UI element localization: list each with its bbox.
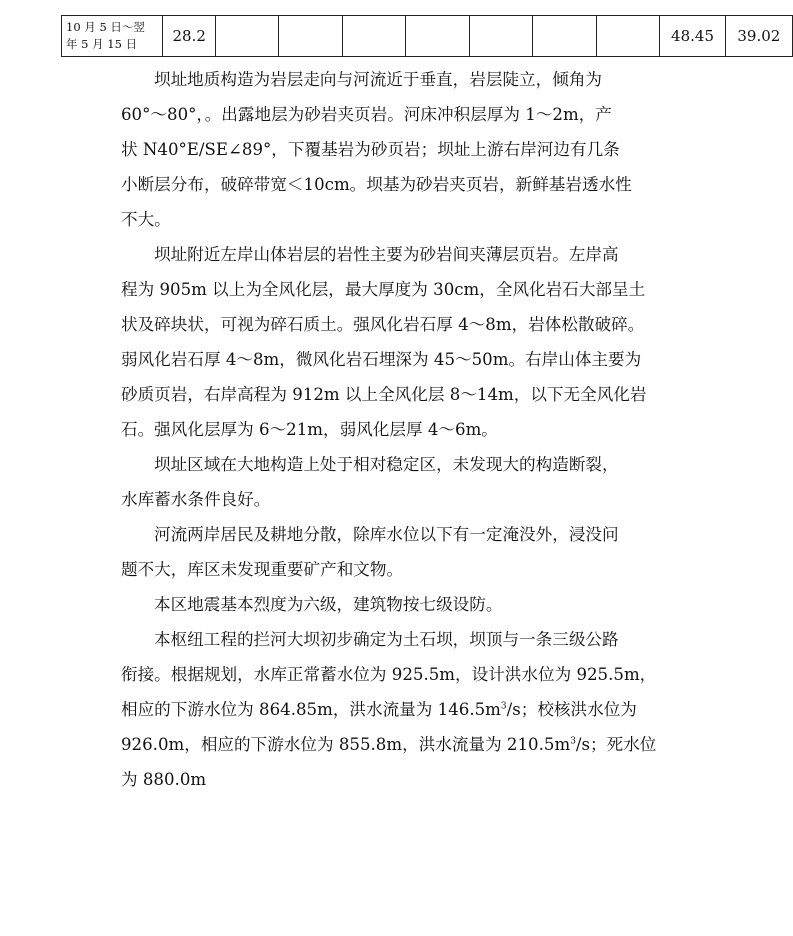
period-line-2: 年 5 月 15 日: [66, 37, 138, 51]
text-line: 弱风化岩石厚 4～8m，微风化岩石埋深为 45～50m。右岸山体主要为: [121, 350, 642, 369]
table-cell: [597, 16, 660, 57]
table-cell: [278, 16, 342, 57]
text-line: 本枢纽工程的拦河大坝初步确定为土石坝，坝顶与一条三级公路: [154, 630, 619, 649]
text-line: 为 880.0m: [121, 770, 207, 789]
text-line: 衔接。根据规划，水库正常蓄水位为 925.5m，设计洪水位为 925.5m，: [121, 665, 657, 684]
period-cell: [62, 16, 163, 57]
text-line: 程为 905m 以上为全风化层，最大厚度为 30cm，全风化岩石大部呈土: [121, 280, 646, 299]
table-cell: 39.02: [725, 16, 792, 57]
data-table: [61, 15, 793, 57]
table-cell: 48.45: [660, 16, 725, 57]
text-line: 小断层分布，破碎带宽＜10cm。坝基为砂岩夹页岩，新鲜基岩透水性: [121, 175, 632, 194]
table-cell: [406, 16, 470, 57]
text-line: 石。强风化层厚为 6～21m，弱风化层厚 4～6m。: [121, 420, 498, 439]
superscript: 3: [570, 736, 576, 747]
text-segment: /s；校核洪水位为: [506, 700, 637, 719]
text-line: 坝址区域在大地构造上处于相对稳定区，未发现大的构造断裂，: [154, 455, 619, 474]
paragraph-weathering: [121, 237, 681, 447]
text-line: 水库蓄水条件良好。: [121, 490, 271, 509]
period-line-1: 10 月 5 日～翌: [66, 20, 145, 34]
hydrology-table-fragment: [61, 15, 793, 57]
paragraph-geology-structure: [121, 62, 681, 237]
paragraph-tectonics: [121, 447, 681, 517]
text-line: [121, 692, 681, 727]
body-text: [121, 62, 681, 797]
text-line: 60°～80°，。出露地层为砂岩夹页岩。河床冲积层厚为 1～2m，产: [121, 105, 612, 124]
text-line: 坝址附近左岸山体岩层的岩性主要为砂岩间夹薄层页岩。左岸高: [154, 245, 619, 264]
text-segment: 相应的下游水位为 864.85m，洪水流量为 146.5m: [121, 700, 501, 719]
paragraph-dam-design: [121, 622, 681, 797]
text-line: 坝址地质构造为岩层走向与河流近于垂直，岩层陡立，倾角为: [154, 70, 603, 89]
superscript: 3: [500, 701, 507, 712]
text-segment: /s；死水位: [575, 735, 657, 754]
text-segment: 926.0m，相应的下游水位为 855.8m，洪水流量为 210.5m: [121, 735, 571, 754]
text-line: 砂质页岩，右岸高程为 912m 以上全风化层 8～14m，以下无全风化岩: [121, 385, 647, 404]
table-cell: [343, 16, 406, 57]
text-line: 状及碎块状，可视为碎石质土。强风化岩石厚 4～8m，岩体松散破碎。: [121, 315, 645, 334]
table-cell: 28.2: [163, 16, 215, 57]
table-row: [62, 16, 793, 57]
table-cell: [215, 16, 278, 57]
text-line: 不大。: [121, 210, 171, 229]
text-line: 本区地震基本烈度为六级，建筑物按七级设防。: [154, 595, 503, 614]
table-cell: [533, 16, 597, 57]
paragraph-inundation: [121, 517, 681, 587]
table-cell: [470, 16, 533, 57]
paragraph-seismic: [121, 587, 681, 622]
text-line: 河流两岸居民及耕地分散，除库水位以下有一定淹没外，浸没问: [154, 525, 619, 544]
text-line: 题不大，库区未发现重要矿产和文物。: [121, 560, 404, 579]
text-line: 状 N40°E/SE∠89°，下覆基岩为砂页岩；坝址上游右岸河边有几条: [121, 140, 620, 159]
text-line: [121, 727, 681, 762]
